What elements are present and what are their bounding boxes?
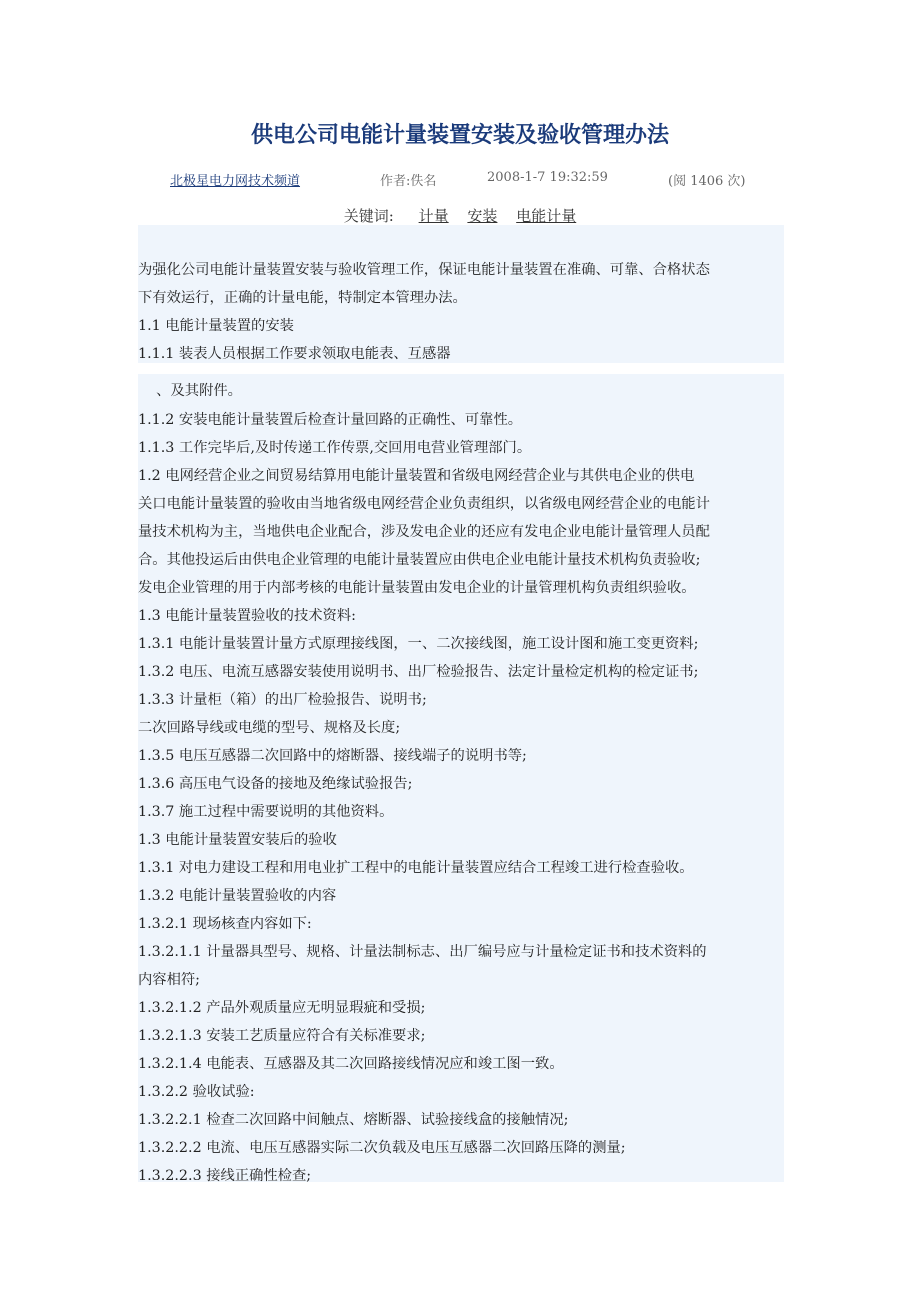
article-title: 供电公司电能计量装置安装及验收管理办法	[250, 123, 669, 148]
body-line: 1.3.3 计量柜（箱）的出厂检验报告、说明书;	[138, 692, 427, 708]
body-line: 下有效运行，正确的计量电能，特制定本管理办法。	[138, 290, 467, 306]
body-line: 关口电能计量装置的验收由当地省级电网经营企业负责组织，以省级电网经营企业的电能计	[138, 496, 710, 512]
body-line: 量技术机构为主，当地供电企业配合，涉及发电企业的还应有发电企业电能计量管理人员配	[138, 524, 710, 540]
body-line: 1.3.2.1.1 计量器具型号、规格、计量法制标志、出厂编号应与计量检定证书和技术资料的	[138, 944, 707, 960]
body-line: 1.3 电能计量装置验收的技术资料:	[138, 608, 356, 624]
body-line: 1.3.7 施工过程中需要说明的其他资料。	[138, 804, 394, 820]
body-line: 1.1.2 安装电能计量装置后检查计量回路的正确性、可靠性。	[138, 412, 523, 428]
body-line: 1.3.2.2.2 电流、电压互感器实际二次负载及电压互感器二次回路压降的测量;	[138, 1140, 626, 1156]
body-line: 1.3.2.2 验收试验:	[138, 1084, 255, 1100]
body-line: 1.3.1 对电力建设工程和用电业扩工程中的电能计量装置应结合工程竣工进行检查验收。	[138, 860, 694, 876]
body-line: 1.3.2.2.3 接线正确性检查;	[138, 1168, 312, 1184]
body-line: 1.3.2.1.4 电能表、互感器及其二次回路接线情况应和竣工图一致。	[138, 1056, 564, 1072]
keyword-link[interactable]: 安装	[467, 207, 498, 225]
body-line: 1.3.2 电能计量装置验收的内容	[138, 888, 337, 904]
body-line: 1.3.2.1 现场核查内容如下:	[138, 916, 312, 932]
body-line: 1.2 电网经营企业之间贸易结算用电能计量装置和省级电网经营企业与其供电企业的供电	[138, 468, 695, 484]
body-line: 、及其附件。	[138, 383, 242, 399]
keywords-label: 关键词:	[343, 207, 394, 225]
publish-date: 2008-1-7 19:32:59	[487, 170, 608, 185]
source-link[interactable]: 北极星电力网技术频道	[170, 174, 301, 189]
body-line: 1.3.1 电能计量装置计量方式原理接线图，一、二次接线图，施工设计图和施工变更资料;	[138, 636, 699, 652]
body-line: 1.3.2.1.3 安装工艺质量应符合有关标准要求;	[138, 1028, 426, 1044]
body-line: 为强化公司电能计量装置安装与验收管理工作，保证电能计量装置在准确、可靠、合格状态	[138, 262, 710, 278]
body-line: 1.3.5 电压互感器二次回路中的熔断器、接线端子的说明书等;	[138, 748, 527, 764]
body-line: 内容相符;	[138, 972, 201, 988]
body-line: 1.1.1 装表人员根据工作要求领取电能表、互感器	[138, 346, 451, 362]
keyword-link[interactable]: 电能计量	[516, 207, 577, 225]
body-line: 二次回路导线或电缆的型号、规格及长度;	[138, 720, 401, 736]
body-line: 1.3.2.1.2 产品外观质量应无明显瑕疵和受损;	[138, 1000, 426, 1016]
body-line: 1.3.2.2.1 检查二次回路中间触点、熔断器、试验接线盒的接触情况;	[138, 1112, 569, 1128]
body-line: 发电企业管理的用于内部考核的电能计量装置由发电企业的计量管理机构负责组织验收。	[138, 580, 696, 596]
keywords-row	[0, 205, 920, 226]
read-count: (阅 1406 次)	[668, 174, 746, 189]
body-line: 1.3.6 高压电气设备的接地及绝缘试验报告;	[138, 776, 413, 792]
keyword-link[interactable]: 计量	[418, 207, 449, 225]
body-line: 1.1.3 工作完毕后,及时传递工作传票,交回用电营业管理部门。	[138, 440, 532, 456]
body-line: 合。其他投运后由供电企业管理的电能计量装置应由供电企业电能计量技术机构负责验收;	[138, 552, 701, 568]
body-line: 1.3 电能计量装置安装后的验收	[138, 832, 337, 848]
author: 作者:佚名	[380, 174, 437, 189]
body-line: 1.1 电能计量装置的安装	[138, 318, 294, 334]
body-line: 1.3.2 电压、电流互感器安装使用说明书、出厂检验报告、法定计量检定机构的检定证书;	[138, 664, 699, 680]
